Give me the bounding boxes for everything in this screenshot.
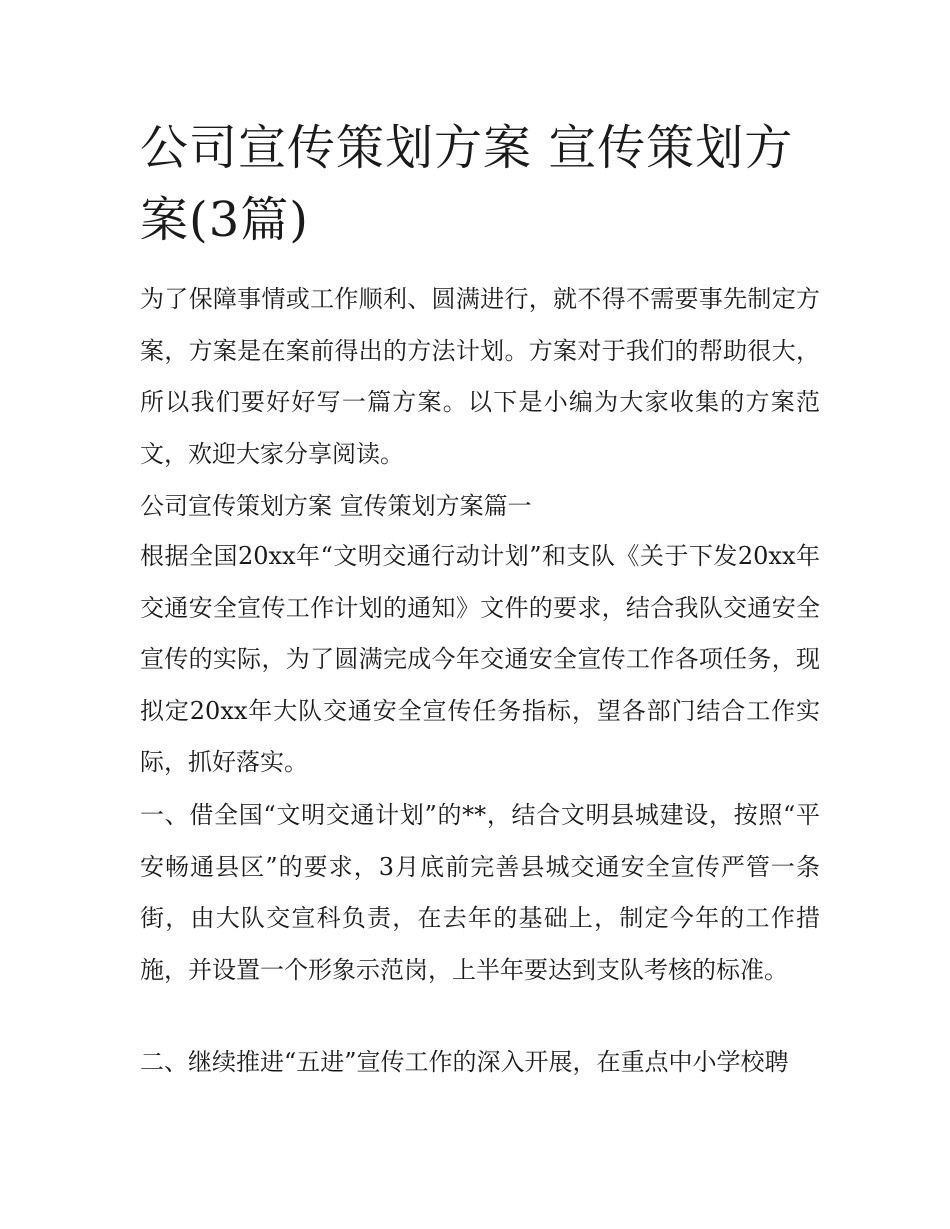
body-paragraph: 二、继续推进“五进”宣传工作的深入开展，在重点中小学校聘 xyxy=(140,1048,789,1076)
body-paragraph: 根据全国20xx年“文明交通行动计划”和支队《关于下发20xx年交通安全宣传工作计划的通知》文件的要求，结合我队交通安全宣传的实际，为了圆满完成今年交通安全宣传工作各项任务，现拟定20xx年大队交通安全宣传任务指标，望各部门结合工作实际，抓好落实。 xyxy=(140,542,820,776)
body-paragraph: 一、借全国“文明交通计划”的**，结合文明县城建设，按照“平安畅通县区”的要求，3月底前完善县城交通安全宣传严管一条街，由大队交宣科负责，在去年的基础上，制定今年的工作措施，并设置一个形象示范岗，上半年要达到支队考核的标准。 xyxy=(140,801,820,984)
document-title: 公司宣传策划方案 宣传策划方案(3篇) xyxy=(140,120,794,248)
section-heading: 公司宣传策划方案 宣传策划方案篇一 xyxy=(140,492,532,520)
intro-paragraph: 为了保障事情或工作顺利、圆满进行，就不得不需要事先制定方案，方案是在案前得出的方法计划。方案对于我们的帮助很大，所以我们要好好写一篇方案。以下是小编为大家收集的方案范文，欢迎大家分享阅读。 xyxy=(140,285,820,468)
